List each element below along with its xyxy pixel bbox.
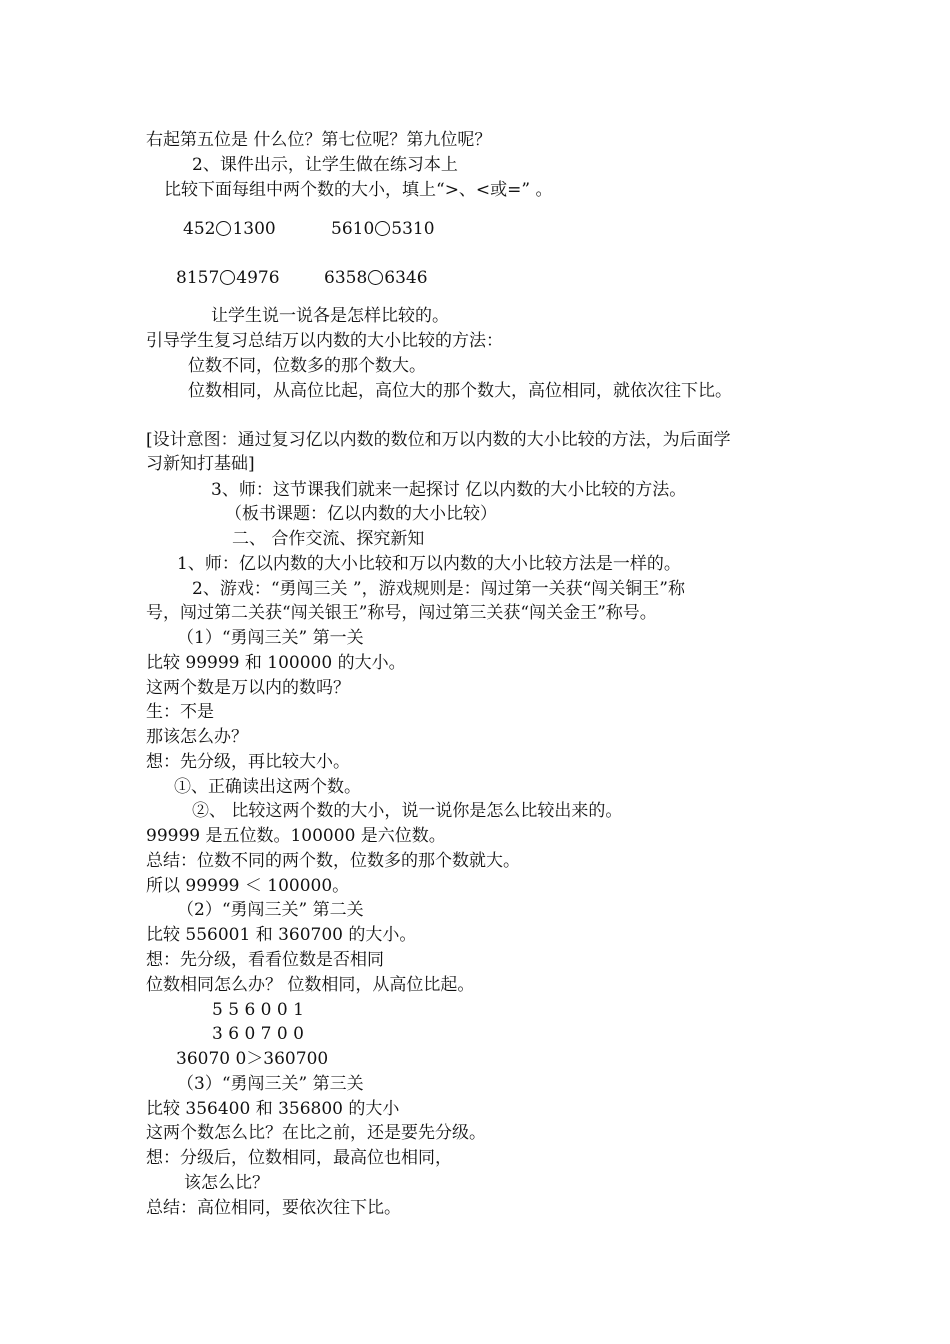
number: 6346	[384, 268, 428, 288]
text-line: 3、师：这节课我们就来一起探讨 亿以内数的大小比较的方法。	[211, 480, 687, 500]
text-line: 想：先分级，看看位数是否相同	[146, 950, 384, 970]
text-line: 比较 99999 和 100000 的大小。	[146, 653, 406, 673]
text-line: （1）“勇闯三关” 第一关	[177, 628, 364, 648]
text-line: ①、正确读出这两个数。	[174, 777, 361, 797]
text-line: 想：先分级，再比较大小。	[146, 752, 350, 772]
number: 6358	[324, 268, 368, 288]
number: 8157	[176, 268, 220, 288]
text-line: 位数相同，从高位比起，高位大的那个数大，高位相同，就依次往下比。	[188, 381, 732, 401]
text-line: （2）“勇闯三关” 第二关	[177, 900, 364, 920]
text-line: 想：分级后，位数相同，最高位也相同，	[146, 1148, 452, 1168]
comparison-item	[183, 217, 276, 241]
number: 5310	[391, 219, 435, 239]
text-line: 右起第五位是 什么位？第七位呢？第九位呢？	[146, 130, 492, 150]
text-line: （3）“勇闯三关” 第三关	[177, 1074, 364, 1094]
text-line: 位数不同，位数多的那个数大。	[188, 356, 426, 376]
text-line: 生：不是	[146, 702, 214, 722]
text-line: 比较 556001 和 360700 的大小。	[146, 925, 417, 945]
text-line: 99999 是五位数。100000 是六位数。	[146, 826, 446, 846]
text-line: 2、游戏：“勇闯三关 ”，游戏规则是：闯过第一关获“闯关铜王”称	[192, 579, 685, 599]
blank-circle	[216, 221, 231, 236]
comparison-item	[176, 266, 280, 290]
digit-row: 3 6 0 7 0 0	[212, 1024, 304, 1044]
text-line: [设计意图：通过复习亿以内数的数位和万以内数的大小比较的方法，为后面学	[146, 430, 731, 450]
number: 4976	[236, 268, 280, 288]
text-line: 所以 99999 ＜ 100000。	[146, 876, 350, 896]
text-line: 号，闯过第二关获“闯关银王”称号，闯过第三关获“闯关金王”称号。	[146, 603, 657, 623]
text-line: 这两个数怎么比？在比之前，还是要先分级。	[146, 1123, 486, 1143]
text-line: ②、 比较这两个数的大小，说一说你是怎么比较出来的。	[192, 801, 623, 821]
text-line: 比较下面每组中两个数的大小，填上“>、<或=” 。	[164, 180, 553, 200]
text-line: 位数相同怎么办？ 位数相同，从高位比起。	[146, 975, 475, 995]
comparison-item	[324, 266, 428, 290]
text-line: 习新知打基础]	[146, 454, 255, 474]
text-line: 总结：高位相同，要依次往下比。	[146, 1198, 401, 1218]
number: 5610	[331, 219, 375, 239]
blank-circle	[368, 270, 383, 285]
text-line: 总结：位数不同的两个数，位数多的那个数就大。	[146, 851, 520, 871]
number: 1300	[232, 219, 276, 239]
text-line: 1、师：亿以内数的大小比较和万以内数的大小比较方法是一样的。	[177, 554, 681, 574]
text-line: 36070 0＞360700	[176, 1049, 329, 1069]
text-line: 比较 356400 和 356800 的大小	[146, 1099, 400, 1119]
section-heading: 二、 合作交流、探究新知	[232, 529, 425, 549]
blank-circle	[375, 221, 390, 236]
text-line: 让学生说一说各是怎样比较的。	[211, 306, 449, 326]
text-line: 那该怎么办？	[146, 727, 248, 747]
blank-circle	[220, 270, 235, 285]
digit-row: 5 5 6 0 0 1	[212, 1000, 304, 1020]
text-line: 这两个数是万以内的数吗？	[146, 678, 350, 698]
comparison-item	[331, 217, 435, 241]
text-line: 2、课件出示，让学生做在练习本上	[192, 155, 458, 175]
text-line: 该怎么比？	[184, 1173, 269, 1193]
text-line: （板书课题：亿以内数的大小比较）	[225, 504, 497, 524]
text-line: 引导学生复习总结万以内数的大小比较的方法：	[146, 331, 503, 351]
number: 452	[183, 219, 216, 239]
